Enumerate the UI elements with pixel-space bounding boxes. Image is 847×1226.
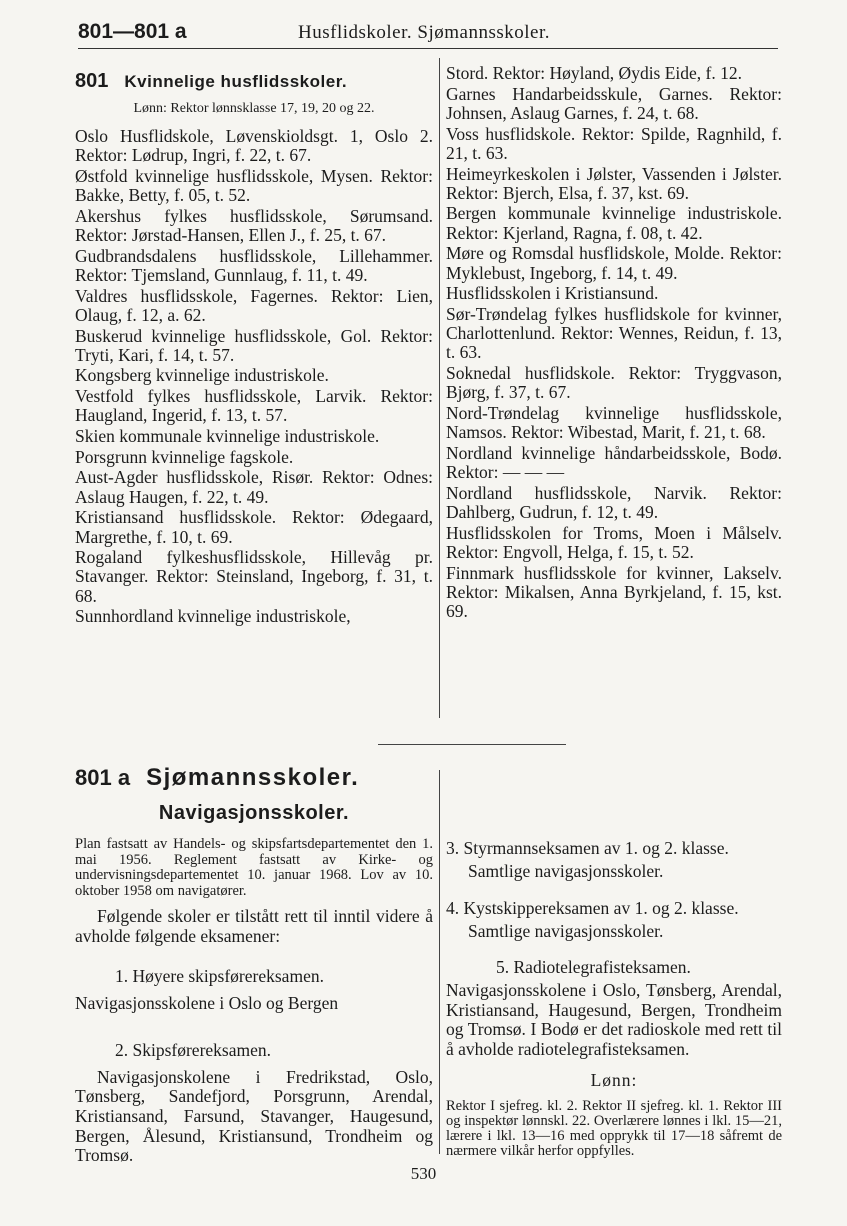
school-entry: Rogaland fylkeshusflidsskole, Hillevåg pr. Stavanger. Rektor: Steinsland, Ingeborg, f. 31, t. 68.	[75, 547, 433, 606]
school-entry: Bergen kommunale kvinnelige industriskole. Rektor: Kjerland, Ragna, f. 08, t. 42.	[446, 203, 782, 243]
school-entry: Husflidsskolen i Kristiansund.	[446, 283, 659, 304]
school-entry: Skien kommunale kvinnelige industriskole.	[75, 426, 380, 447]
exam-schools: Samtlige navigasjonsskoler.	[468, 920, 664, 941]
section-801-left-column	[75, 70, 433, 628]
school-entry: Buskerud kvinnelige husflidsskole, Gol. Rektor: Tryti, Kari, f. 14, t. 57.	[75, 325, 433, 365]
school-entry: Soknedal husflidskole. Rektor: Tryggvason, Bjørg, f. 37, t. 67.	[446, 363, 782, 403]
exam-heading: 4. Kystskippereksamen av 1. og 2. klasse.	[446, 897, 739, 918]
school-entry: Kristiansand husflidsskole. Rektor: Ødegaard, Margrethe, f. 10, t. 69.	[75, 507, 433, 547]
exam-heading: 5. Radiotelegrafisteksamen.	[496, 957, 691, 978]
section-801-number: 801	[75, 70, 109, 92]
school-entry: Finnmark husflidsskole for kvinner, Lakselv. Rektor: Mikalsen, Anna Byrkjeland, f. 15, kst. 69.	[446, 562, 782, 621]
school-entry: Akershus fylkes husflidsskole, Sørumsand. Rektor: Jørstad-Hansen, Ellen J., f. 25, t. 67.	[75, 205, 433, 246]
school-entry: Sør-Trøndelag fylkes husflidskole for kvinner, Charlottenlund. Rektor: Wennes, Reidun, f. 13, t. 63.	[446, 303, 782, 363]
column-divider-bottom	[439, 770, 440, 1154]
section-divider	[378, 744, 566, 745]
page-number: 530	[410, 1164, 437, 1183]
section-801-salary: Lønn: Rektor lønnsklasse 17, 19, 20 og 22.	[133, 101, 375, 116]
school-entry: Garnes Handarbeidsskule, Garnes. Rektor: Johnsen, Aslaug Garnes, f. 24, t. 68.	[446, 83, 782, 123]
section-801a-heading	[75, 764, 433, 792]
school-entry: Aust-Agder husflidsskole, Risør. Rektor: Odnes: Aslaug Haugen, f. 22, t. 49.	[75, 467, 433, 507]
exam-schools: Navigasjonskolene i Fredrikstad, Oslo, Tønsberg, Sandefjord, Porsgrunn, Arendal, Kristiansand, Farsund, Stavanger, Haugesund, Bergen, Ålesund, Kristiansund, Trondheim og Tromsø.	[75, 1066, 433, 1166]
school-entry: Kongsberg kvinnelige industriskole.	[75, 365, 329, 386]
school-entry: Vestfold fylkes husflidsskole, Larvik. Rektor: Haugland, Ingerid, f. 13, t. 57.	[75, 386, 433, 426]
salary-heading: Lønn:	[590, 1069, 638, 1090]
exam-heading: 3. Styrmannseksamen av 1. og 2. klasse.	[446, 838, 729, 858]
section-801a-left-column	[75, 764, 433, 1166]
exam-heading: 2. Skipsførereksamen.	[115, 1039, 272, 1060]
intro-paragraph: Følgende skoler er tilstått rett til inntil videre å avholde følgende eksamener:	[75, 906, 433, 946]
school-entry: Husflidsskolen for Troms, Moen i Målselv. Rektor: Engvoll, Helga, f. 15, t. 52.	[446, 522, 782, 562]
plan-paragraph: Plan fastsatt av Handels- og skipsfartsdepartementet den 1. mai 1956. Reglement fastsatt av Kirke- og undervisningsdepartementet 10. januar 1968. Lov av 10. oktober 1958 om navigatører.	[75, 836, 433, 899]
section-801a-right-column	[446, 828, 782, 1160]
section-801-title: Kvinnelige husflidsskoler.	[124, 72, 348, 91]
section-801a-subtitle: Navigasjonsskoler.	[158, 802, 350, 824]
exam-schools: Navigasjonsskolene i Oslo, Tønsberg, Arendal, Kristiansand, Haugesund, Bergen, Trondheim og Tromsø. I Bodø er det radioskole med rett til å avholde radiotelegrafisteksamen.	[446, 980, 782, 1059]
section-801a-title: Sjømannsskoler.	[146, 764, 360, 791]
school-entry: Heimeyrkeskolen i Jølster, Vassenden i Jølster. Rektor: Bjerch, Elsa, f. 37, kst. 69.	[446, 163, 782, 203]
column-divider-top	[439, 58, 440, 718]
school-entry: Nord-Trøndelag kvinnelige husflidsskole, Namsos. Rektor: Wibestad, Marit, f. 21, t. 68.	[446, 402, 782, 443]
school-entry: Nordland husflidsskole, Narvik. Rektor: Dahlberg, Gudrun, f. 12, t. 49.	[446, 482, 782, 522]
school-entry: Voss husflidskole. Rektor: Spilde, Ragnhild, f. 21, t. 63.	[446, 123, 782, 163]
section-range-header: 801—801 a	[78, 20, 187, 43]
section-801a-number: 801 a	[75, 765, 131, 790]
school-entry: Nordland kvinnelige håndarbeidsskole, Bodø. Rektor: — — —	[446, 442, 782, 483]
exam-heading: 1. Høyere skipsførereksamen.	[115, 966, 324, 987]
school-entry: Valdres husflidsskole, Fagernes. Rektor: Lien, Olaug, f. 12, a. 62.	[75, 285, 433, 325]
salary-text: Rektor I sjefreg. kl. 2. Rektor II sjefreg. kl. 1. Rektor III og inspektør lønnskl. 22. Overlærere lønnes i lkl. 15—21, lærere i lkl. 13—16 med opprykk til 17—18 såfremt de nærmere vilkår herfor oppfylles.	[446, 1097, 782, 1160]
school-entry: Sunnhordland kvinnelige industriskole,	[75, 606, 351, 627]
header-rule	[78, 48, 778, 49]
school-entry: Oslo Husflidskole, Løvenskioldsgt. 1, Oslo 2. Rektor: Lødrup, Ingri, f. 22, t. 67.	[75, 126, 433, 166]
section-801-right-column	[446, 64, 782, 622]
running-title: Husflidskoler. Sjømannsskoler.	[298, 22, 550, 43]
school-entry: Stord. Rektor: Høyland, Øydis Eide, f. 12.	[446, 63, 743, 83]
school-entry: Østfold kvinnelige husflidsskole, Mysen. Rektor: Bakke, Betty, f. 05, t. 52.	[75, 165, 433, 206]
exam-schools: Samtlige navigasjonsskoler.	[468, 861, 664, 881]
school-entry: Gudbrandsdalens husflidsskole, Lillehammer. Rektor: Tjemsland, Gunnlaug, f. 11, t. 49.	[75, 245, 433, 285]
exam-schools: Navigasjonsskolene i Oslo og Bergen	[75, 993, 339, 1014]
school-entry: Møre og Romsdal husflidskole, Molde. Rektor: Myklebust, Ingeborg, f. 14, t. 49.	[446, 243, 782, 283]
section-801-heading	[75, 70, 433, 93]
school-entry: Porsgrunn kvinnelige fagskole.	[75, 446, 294, 467]
